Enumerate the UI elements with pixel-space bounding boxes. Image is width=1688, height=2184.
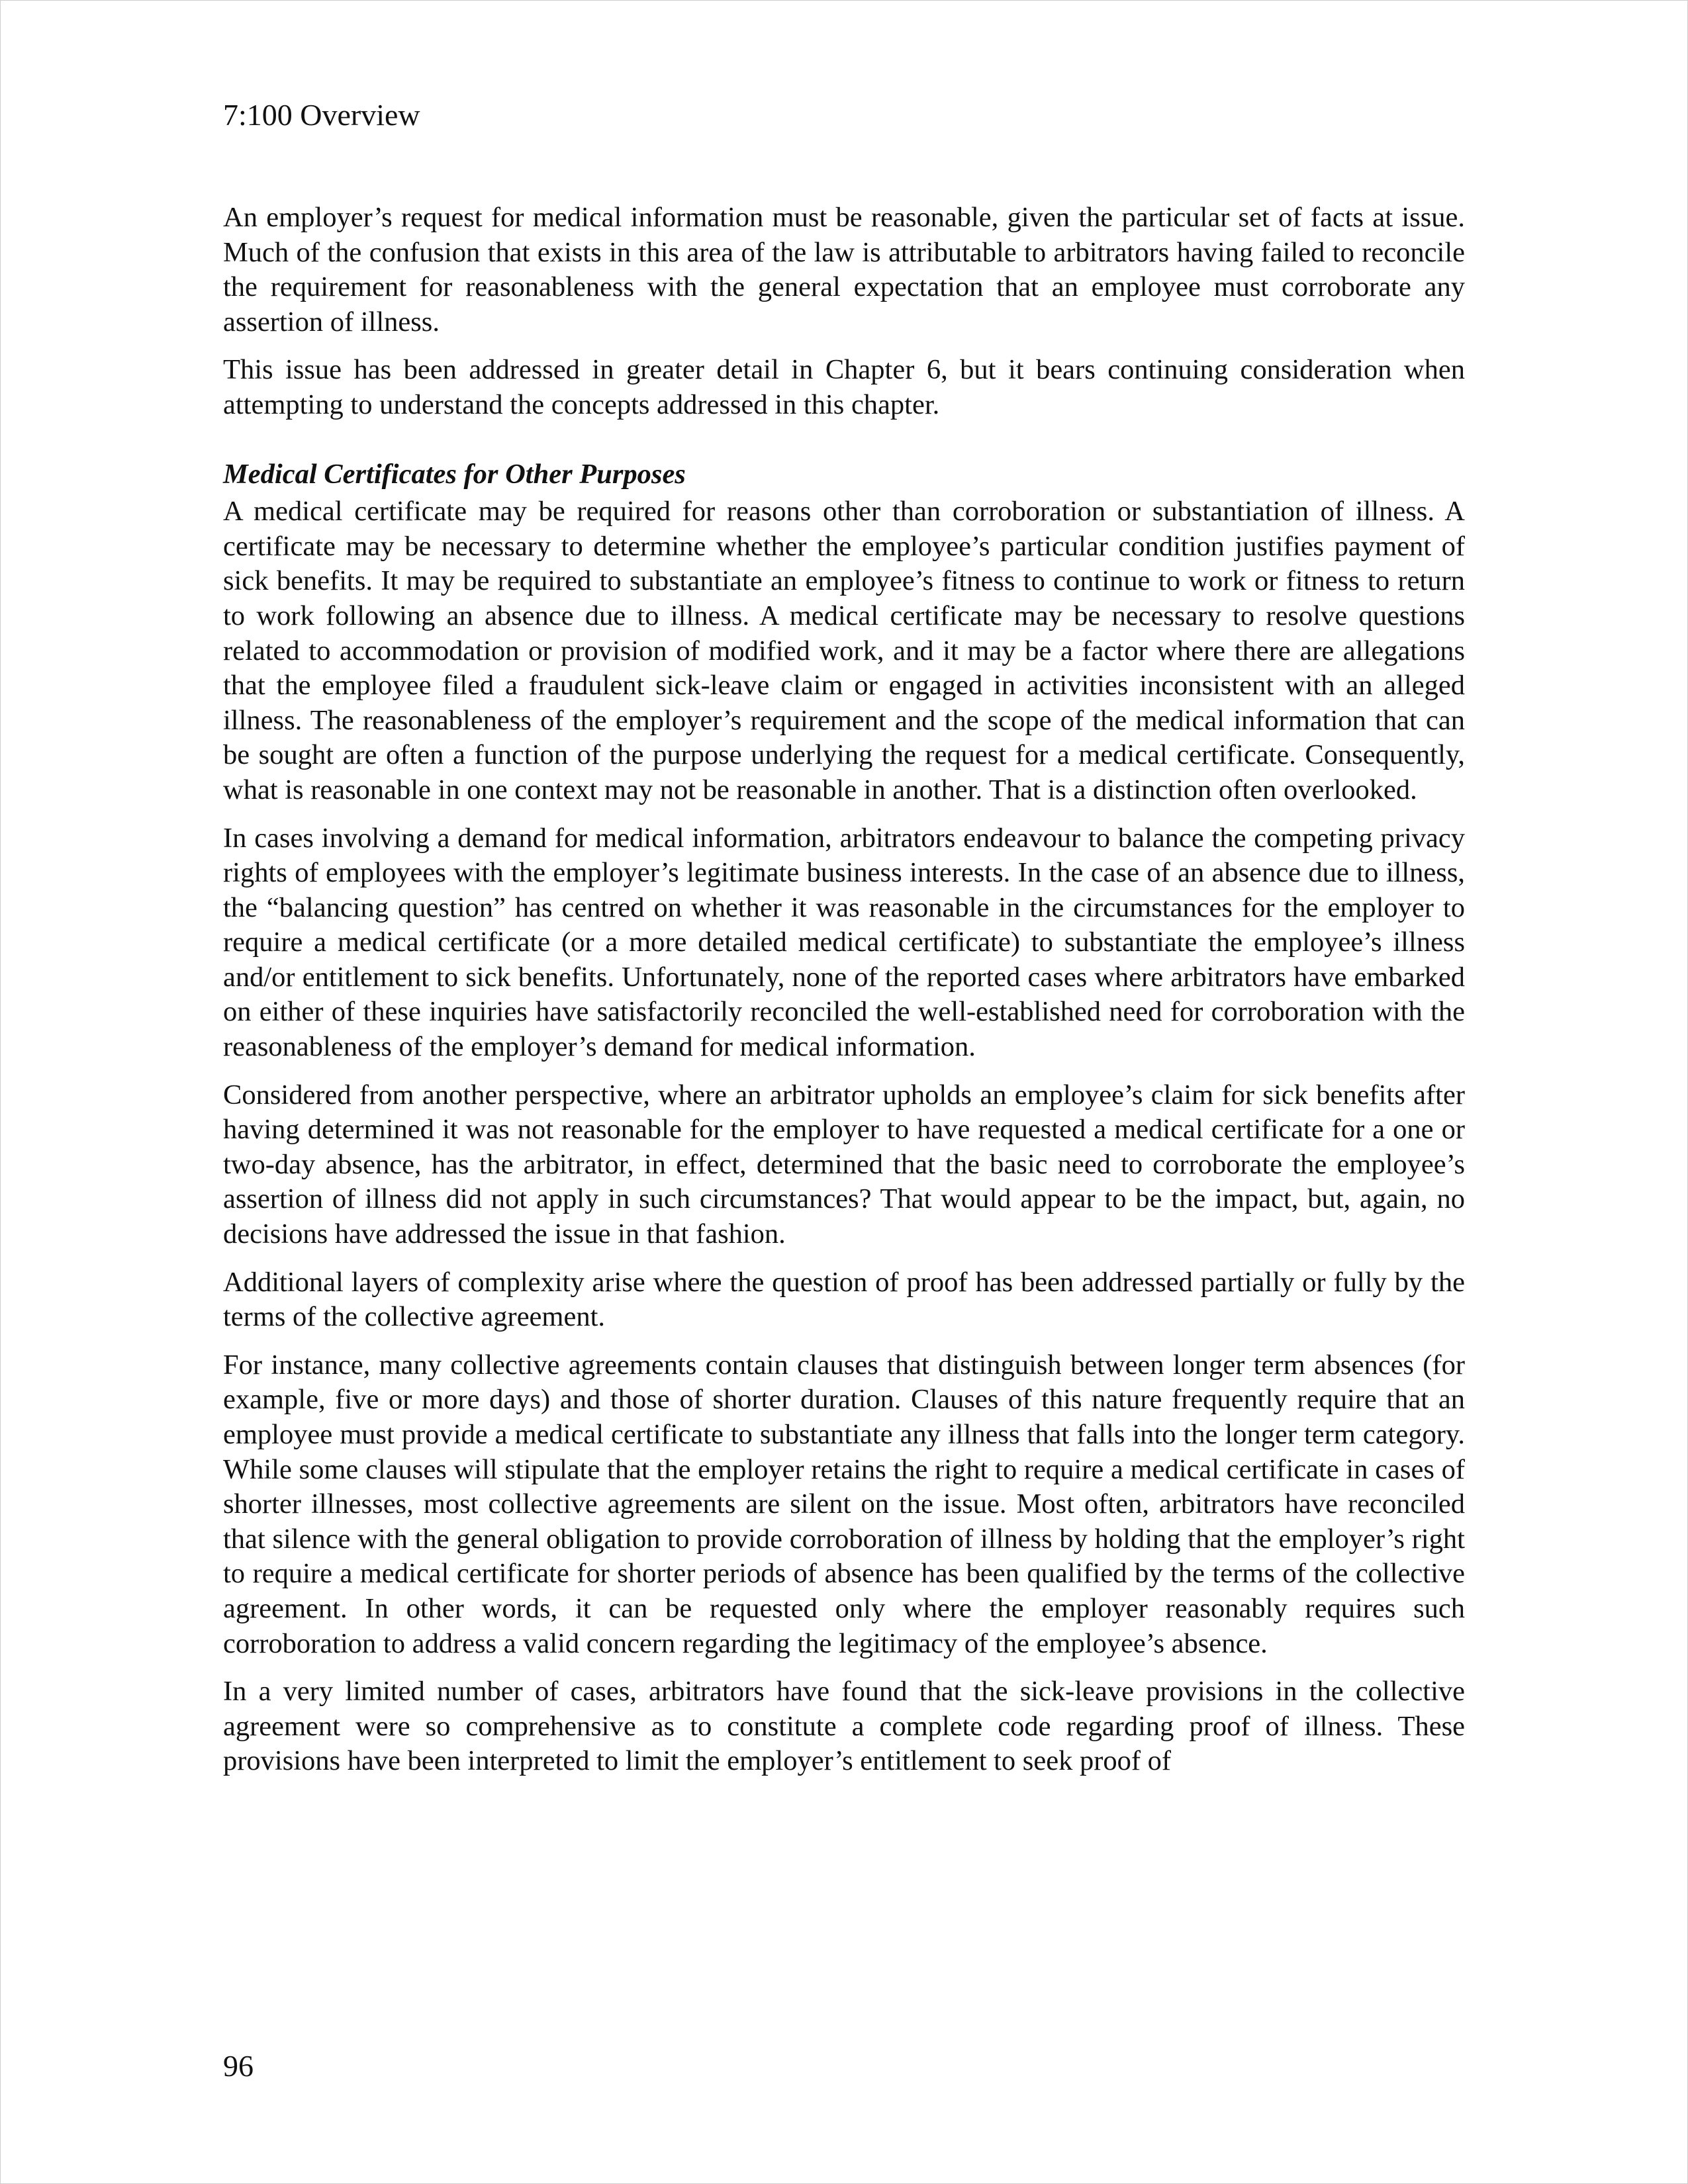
paragraph: A medical certificate may be required for reasons other than corroboration or substantiation of illness. A certificate may be necessary to determine whether the employee’s particular condition justifies payment of sick benefits. It may be required to substantiate an employee’s fitness to continue to work or fitness to return to work following an absence due to illness. A medical certificate may be necessary to resolve questions related to accommodation or provision of modified work, and it may be a factor where there are allegations that the employee filed a fraudulent sick-leave claim or engaged in activities inconsistent with an alleged illness. The reasonableness of the employer’s requirement and the scope of the medical information that can be sought are often a function of the purpose underlying the request for a medical certificate. Consequently, what is reasonable in one context may not be reasonable in another. That is a distinction often overlooked. <box>223 496 1465 805</box>
paragraph: In cases involving a demand for medical information, arbitrators endeavour to balance the competing privacy rights of employees with the employer’s legitimate business interests. In the case of an absence due to illness, the “balancing question” has centred on whether it was reasonable in the circumstances for the employer to require a medical certificate (or a more detailed medical certificate) to substantiate the employee’s illness and/or entitlement to sick benefits. Unfortunately, none of the reported cases where arbitrators have embarked on either of these inquiries have satisfactorily reconciled the well-established need for corroboration with the reasonableness of the employer’s demand for medical information. <box>223 822 1465 1063</box>
paragraph: For instance, many collective agreements contain clauses that distinguish between longer term absences (for example, five or more days) and those of shorter duration. Clauses of this nature frequently require that an employee must provide a medical certificate to substantiate any illness that falls into the longer term category. While some clauses will stipulate that the employer retains the right to require a medical certificate in cases of shorter illnesses, most collective agreements are silent on the issue. Most often, arbitrators have reconciled that silence with the general obligation to provide corroboration of illness by holding that the employer’s right to require a medical certificate for shorter periods of absence has been qualified by the terms of the collective agreement. In other words, it can be requested only where the employer reasonably requires such corroboration to address a valid concern regarding the legitimacy of the employee’s absence. <box>223 1349 1465 1659</box>
paragraph: Additional layers of complexity arise where the question of proof has been addressed partially or fully by the terms of the collective agreement. <box>223 1266 1465 1333</box>
body-text <box>223 201 1465 1792</box>
paragraph: An employer’s request for medical information must be reasonable, given the particular set of facts at issue. Much of the confusion that exists in this area of the law is attributable to arbitrators having failed to reconcile the requirement for reasonableness with the general expectation that an employee must corroborate any assertion of illness. <box>223 202 1465 338</box>
page-number: 96 <box>223 2049 254 2083</box>
paragraph: Considered from another perspective, where an arbitrator upholds an employee’s claim for sick benefits after having determined it was not reasonable for the employer to have requested a medical certificate for a one or two-day absence, has the arbitrator, in effect, determined that the basic need to corroborate the employee’s assertion of illness did not apply in such circumstances? That would appear to be the impact, but, again, no decisions have addressed the issue in that fashion. <box>223 1079 1465 1250</box>
running-header: 7:100 Overview <box>223 98 420 132</box>
paragraph: This issue has been addressed in greater detail in Chapter 6, but it bears continuing consideration when attempting to understand the concepts addressed in this chapter. <box>223 354 1465 420</box>
section-heading: Medical Certificates for Other Purposes <box>223 458 686 490</box>
paragraph: In a very limited number of cases, arbitrators have found that the sick-leave provisions in the collective agreement were so comprehensive as to constitute a complete code regarding proof of illness. These provisions have been interpreted to limit the employer’s entitlement to seek proof of <box>223 1676 1465 1777</box>
